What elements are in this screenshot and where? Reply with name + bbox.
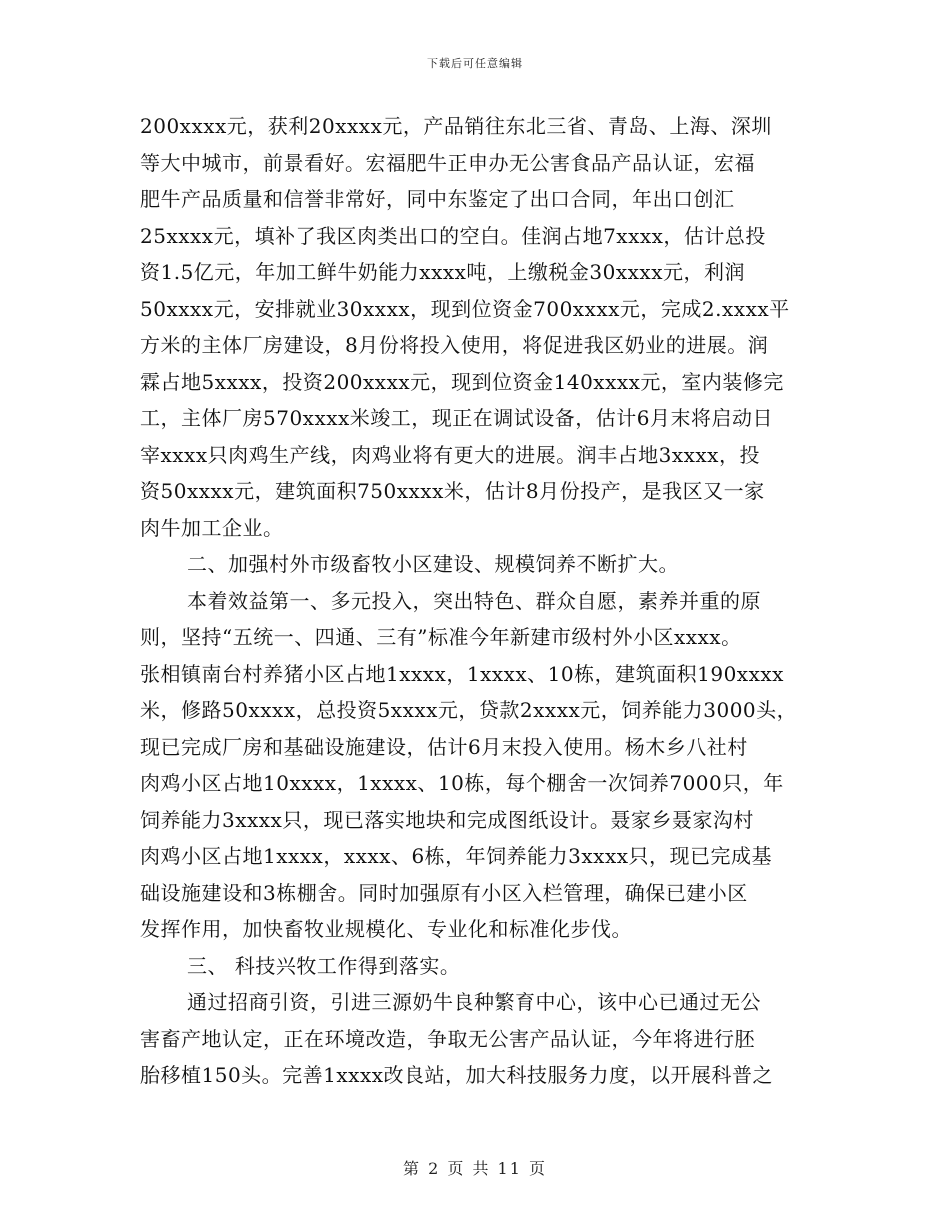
text-line: 础设施建设和3栋棚舍。同时加强原有小区入栏管理，确保已建小区 <box>140 880 748 905</box>
page-footer: 第 2 页 共 11 页 <box>403 1159 547 1178</box>
text-line: 米，修路50xxxx，总投资5xxxx元，贷款2xxxx元，饲养能力3000头， <box>140 698 798 722</box>
text-line: 张相镇南台村养猪小区占地1xxxx，1xxxx、10栋，建筑面积190xxxx <box>140 661 784 686</box>
text-line: 肉鸡小区占地10xxxx，1xxxx、10栋，每个棚舍一次饲养7000只，年 <box>140 771 784 795</box>
text-line: 霖占地5xxxx，投资200xxxx元，现到位资金140xxxx元，室内装修完 <box>140 369 784 394</box>
text-line: 三、 科技兴牧工作得到落实。 <box>187 953 461 978</box>
text-line: 胎移植150头。完善1xxxx改良站，加大科技服务力度，以开展科普之 <box>140 1063 774 1087</box>
text-line: 工，主体厂房570xxxx米竣工，现正在调试设备，估计6月末将启动日 <box>140 406 774 430</box>
text-line: 方米的主体厂房建设，8月份将投入使用，将促进我区奶业的进展。润 <box>140 333 769 357</box>
text-line: 肥牛产品质量和信誉非常好，同中东鉴定了出口合同，年出口创汇 <box>140 187 735 211</box>
text-line: 则，坚持“五统一、四通、三有”标准今年新建市级村外小区xxxx。 <box>140 625 742 649</box>
text-line: 发挥作用，加快畜牧业规模化、专业化和标准化步伐。 <box>140 917 632 941</box>
text-line: 肉鸡小区占地1xxxx，xxxx、6栋，年饲养能力3xxxx只，现已完成基 <box>140 844 773 868</box>
text-line: 50xxxx元，安排就业30xxxx，现到位资金700xxxx元，完成2.xxxx平 <box>140 296 790 321</box>
text-line: 害畜产地认定，正在环境改造，争取无公害产品认证，今年将进行胚 <box>140 1026 755 1051</box>
text-line: 饲养能力3xxxx只，现已落实地块和完成图纸设计。聂家乡聂家沟村 <box>140 807 754 832</box>
text-line: 资1.5亿元，年加工鲜牛奶能力xxxx吨，上缴税金30xxxx元，利润 <box>140 260 745 284</box>
text-line: 资50xxxx元，建筑面积750xxxx米，估计8月份投产，是我区又一家 <box>140 479 765 503</box>
text-line: 等大中城市，前景看好。宏福肥牛正申办无公害食品产品认证，宏福 <box>140 150 755 175</box>
text-line: 现已完成厂房和基础设施建设，估计6月末投入使用。杨木乡八社村 <box>140 734 748 759</box>
text-line: 肉牛加工企业。 <box>140 515 284 540</box>
text-line: 200xxxx元，获利20xxxx元，产品销往东北三省、青岛、上海、深圳 <box>140 114 772 138</box>
body-text <box>140 108 810 1094</box>
text-line: 二、加强村外市级畜牧小区建设、规模饲养不断扩大。 <box>187 552 679 576</box>
text-line: 本着效益第一、多元投入，突出特色、群众自愿，素养并重的原 <box>187 588 761 613</box>
text-line: 通过招商引资，引进三源奶牛良种繁育中心，该中心已通过无公 <box>187 990 761 1014</box>
text-line: 宰xxxx只肉鸡生产线，肉鸡业将有更大的进展。润丰占地3xxxx，投 <box>140 442 760 467</box>
text-line: 25xxxx元，填补了我区肉类出口的空白。佳润占地7xxxx，估计总投 <box>140 223 766 248</box>
page-header: 下载后可任意编辑 <box>427 57 523 70</box>
